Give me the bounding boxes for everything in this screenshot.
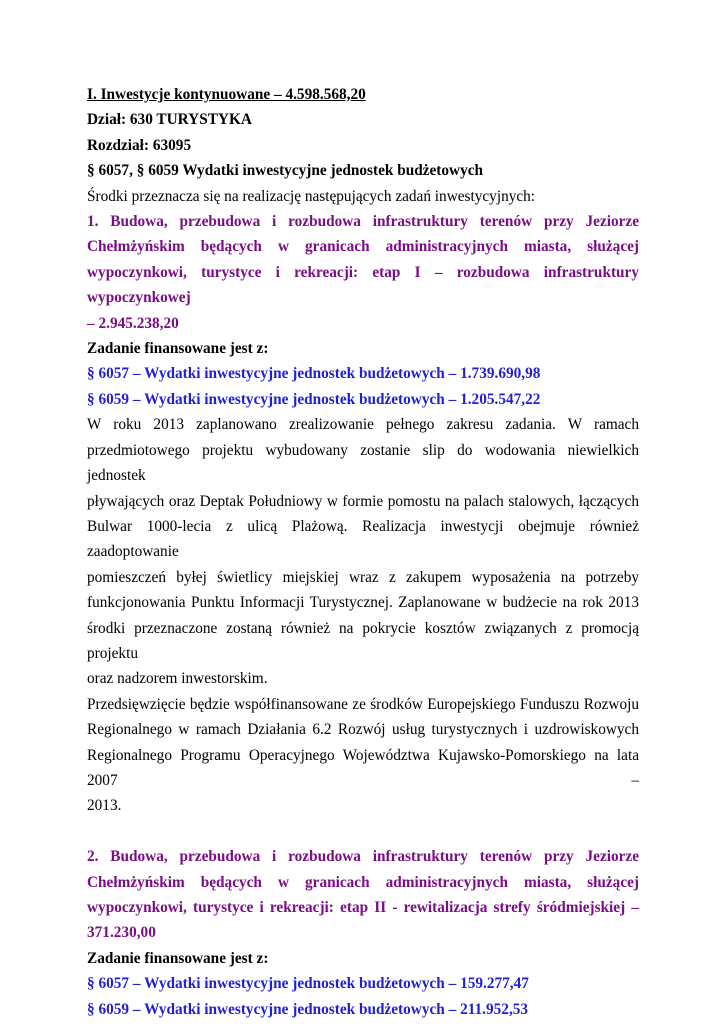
task-2 [87,844,639,1022]
task-2-title-line-4: 371.230,00 [87,924,156,942]
rozdzial-line: Rozdział: 63095 [87,136,192,154]
intro-text: Środki przeznacza się na realizację następujących zadań inwestycyjnych: [87,187,536,205]
task-1 [87,209,639,819]
task-1-title-line-1: 1. Budowa, przebudowa i rozbudowa infrastruktury terenów przy Jeziorze [87,213,639,231]
spacer [87,819,639,844]
task-1-financed-label: Zadanie finansowane jest z: [87,340,269,358]
task-1-cofinancing [87,692,639,819]
task-1-description-line-1: W roku 2013 zaplanowano zrealizowanie pełnego zakresu zadania. W ramach [87,416,639,434]
task-1-description-line-2: przedmiotowego projektu wybudowany zostanie slip do wodowania niewielkich jednostek [87,441,639,485]
task-1-description-line-8: oraz nadzorem inwestorskim. [87,670,268,688]
paragraphs-title: § 6057, § 6059 Wydatki inwestycyjne jednostek budżetowych [87,162,484,180]
section-heading: I. Inwestycje kontynuowane – 4.598.568,20 [87,86,366,103]
task-1-line-6057: § 6057 – Wydatki inwestycyjne jednostek budżetowych – 1.739.690,98 [87,365,541,383]
task-1-title-line-3: wypoczynkowi, turystyce i rekreacji: etap I – rozbudowa infrastruktury wypoczynkowej [87,263,639,307]
document-body [87,82,639,1022]
task-1-description-line-7: środki przeznaczone zostaną również na pokrycie kosztów związanych z promocją projektu [87,619,639,662]
task-2-title-line-2: Chełmżyńskim będących w granicach administracyjnych miasta, służącej [87,873,639,891]
task-1-line-6059: § 6059 – Wydatki inwestycyjne jednostek budżetowych – 1.205.547,22 [87,390,541,408]
task-2-line-6059: § 6059 – Wydatki inwestycyjne jednostek budżetowych – 211.952,53 [87,1000,529,1018]
task-1-title-line-2: Chełmżyńskim będących w granicach administracyjnych miasta, służącej [87,238,639,256]
task-1-cofinancing-line-3: Regionalnego Programu Operacyjnego Województwa Kujawsko-Pomorskiego na lata 2007 – [87,746,639,789]
task-1-cofinancing-line-4: 2013. [87,797,122,815]
task-1-description-line-6: funkcjonowania Punktu Informacji Turystycznej. Zaplanowane w budżecie na rok 2013 [87,594,639,612]
task-1-title-line-4: – 2.945.238,20 [87,314,179,332]
dzial-line: Dział: 630 TURYSTYKA [87,111,252,129]
task-1-description-line-4: Bulwar 1000-lecia z ulicą Plażową. Realizacja inwestycji obejmuje również zaadoptowanie [87,517,639,561]
task-2-title-line-3: wypoczynkowi, turystyce i rekreacji: etap II - rewitalizacja strefy śródmiejskiej – [87,898,639,916]
task-1-description [87,412,639,691]
task-2-line-6057: § 6057 – Wydatki inwestycyjne jednostek budżetowych – 159.277,47 [87,975,529,993]
task-1-description-line-5: pomieszczeń byłej świetlicy miejskiej wraz z zakupem wyposażenia na potrzeby [87,568,639,586]
task-2-financed-label: Zadanie finansowane jest z: [87,949,269,967]
task-1-cofinancing-line-1: Przedsięwzięcie będzie współfinansowane ze środków Europejskiego Funduszu Rozwoju [87,695,639,713]
task-1-cofinancing-line-2: Regionalnego w ramach Działania 6.2 Rozwój usług turystycznych i uzdrowiskowych [87,721,639,739]
task-2-title-line-1: 2. Budowa, przebudowa i rozbudowa infrastruktury terenów przy Jeziorze [87,848,639,866]
task-1-description-line-3: pływających oraz Deptak Południowy w formie pomostu na palach stalowych, łączących [87,492,639,510]
